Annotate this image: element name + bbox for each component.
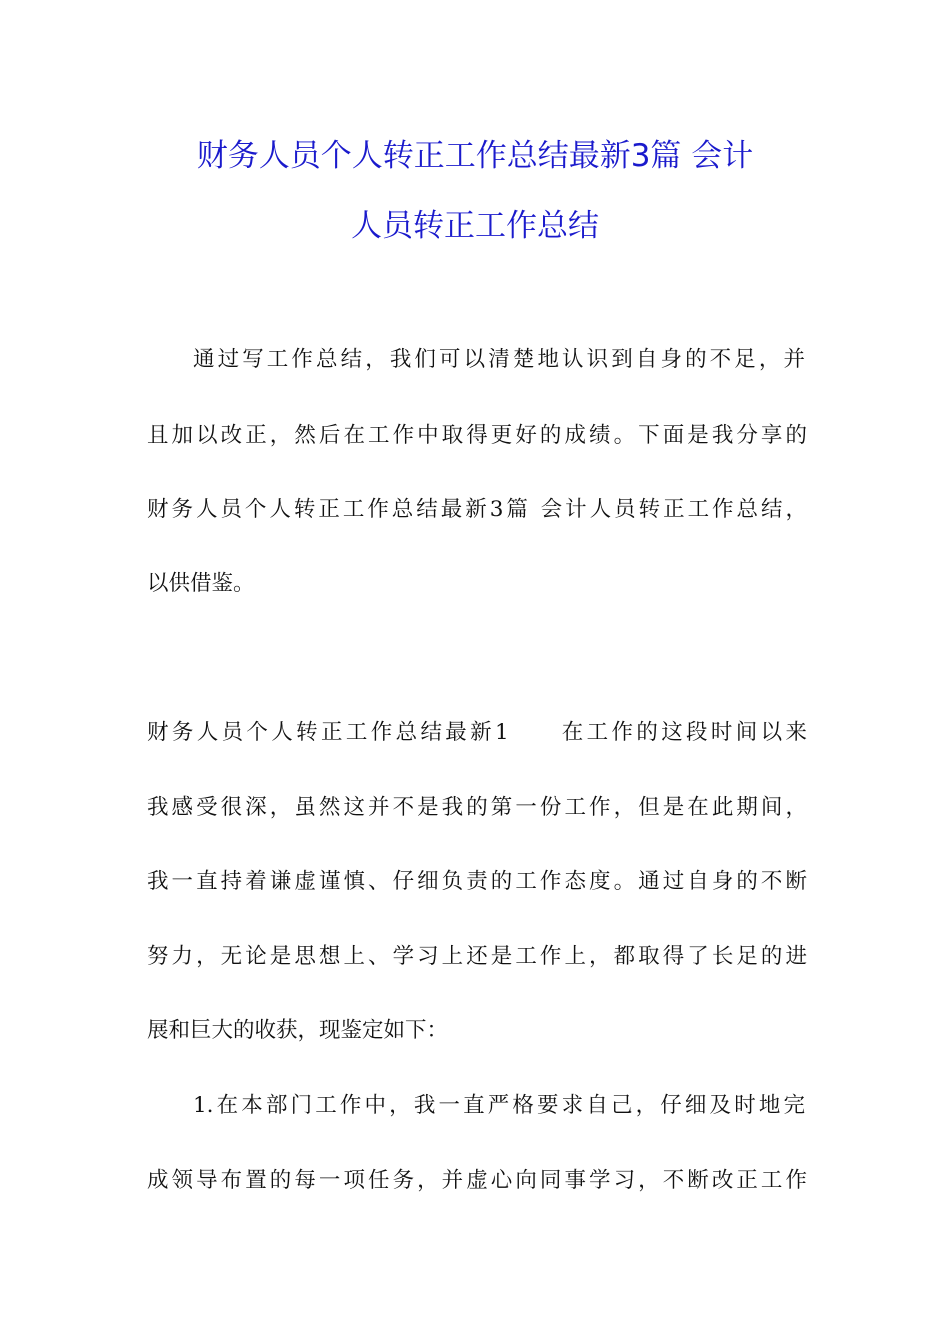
intro-line-1: 通过写工作总结，我们可以清楚地认识到自身的不足，并 bbox=[193, 347, 805, 372]
document-title-line-2: 人员转正工作总结 bbox=[351, 208, 599, 244]
section1-line-1: 财务人员个人转正工作总结最新1 在工作的这段时间以来 bbox=[147, 720, 807, 745]
point1-line-1: 1.在本部门工作中，我一直严格要求自己，仔细及时地完 bbox=[193, 1093, 805, 1118]
intro-line-2: 且加以改正，然后在工作中取得更好的成绩。下面是我分享的 bbox=[147, 423, 807, 448]
point1-line-2: 成领导布置的每一项任务，并虚心向同事学习，不断改正工作 bbox=[147, 1168, 807, 1193]
section1-line-2: 我感受很深，虽然这并不是我的第一份工作，但是在此期间， bbox=[147, 795, 807, 820]
intro-line-4: 以供借鉴。 bbox=[147, 571, 255, 596]
section1-line-4: 努力，无论是思想上、学习上还是工作上，都取得了长足的进 bbox=[147, 944, 807, 969]
section1-line-3: 我一直持着谦虚谨慎、仔细负责的工作态度。通过自身的不断 bbox=[147, 869, 807, 894]
section1-line-5: 展和巨大的收获，现鉴定如下： bbox=[147, 1018, 449, 1043]
document-title-line-1: 财务人员个人转正工作总结最新3篇 会计 bbox=[196, 138, 754, 174]
intro-line-3: 财务人员个人转正工作总结最新3篇 会计人员转正工作总结， bbox=[147, 497, 807, 522]
